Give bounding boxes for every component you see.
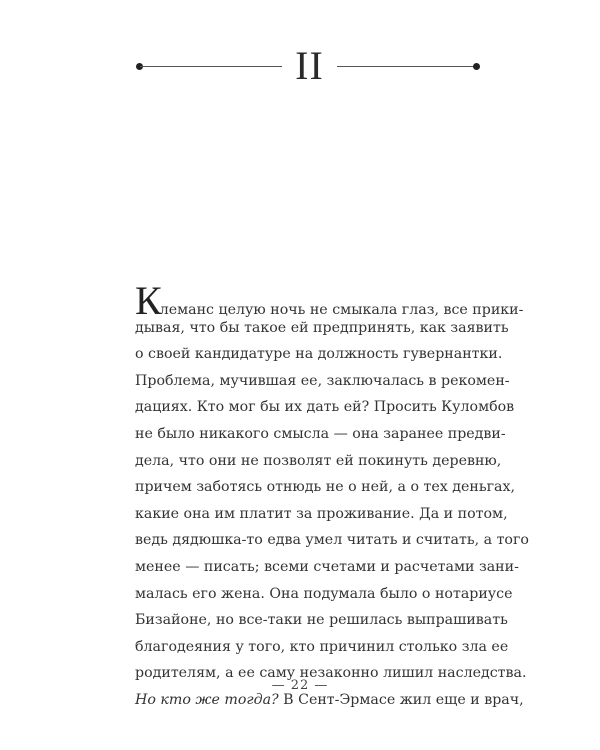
text-line: о своей кандидатуре на должность гувернантки. xyxy=(135,346,503,363)
text-line: дела, что они не позволят ей покинуть деревню, xyxy=(135,452,502,469)
drop-cap: К xyxy=(135,278,160,323)
text-line: благодеяния у того, кто причинил столько зла ее xyxy=(135,638,509,655)
text-line: Проблема, мучившая ее, заключалась в рекомен- xyxy=(135,372,510,389)
text-line: родителям, а ее саму незаконно лишил наследства. xyxy=(135,665,527,682)
text-line: менее — писать; всеми счетами и расчетами зани- xyxy=(135,558,519,575)
ornament-rule-right xyxy=(337,66,476,67)
text-line xyxy=(135,278,524,323)
ornament-dot-right xyxy=(473,63,480,70)
text-line: не было никакого смысла — она заранее предви- xyxy=(135,425,506,442)
ornament-rule-left xyxy=(140,66,282,67)
chapter-heading-ornament xyxy=(136,43,480,88)
text-line-content: В Сент-Эрмасе жил еще и врач, xyxy=(278,691,524,708)
text-line: дывая, что бы такое ей предпринять, как заявить xyxy=(135,319,509,336)
text-line: дациях. Кто мог бы их дать ей? Просить Куломбов xyxy=(135,399,515,416)
text-line-content: лeманс целую ночь не смыкала глаз, все прики- xyxy=(159,302,524,318)
text-line: ведь дядюшка-то едва умел читать и считать, а того xyxy=(135,532,529,549)
page-number: — 22 — xyxy=(271,678,329,693)
text-line: Бизайоне, но все-таки не решилась выпрашивать xyxy=(135,612,508,629)
text-line: причем заботясь отнюдь не о ней, а о тех деньгах, xyxy=(135,479,515,496)
italic-question: Но кто же тогда? xyxy=(135,691,279,708)
text-line: какие она им платит за проживание. Да и потом, xyxy=(135,505,508,522)
text-line: малась его жена. Она подумала было о нотариусе xyxy=(135,585,513,602)
chapter-number: II xyxy=(295,43,324,88)
chapter-body-text xyxy=(135,278,529,714)
